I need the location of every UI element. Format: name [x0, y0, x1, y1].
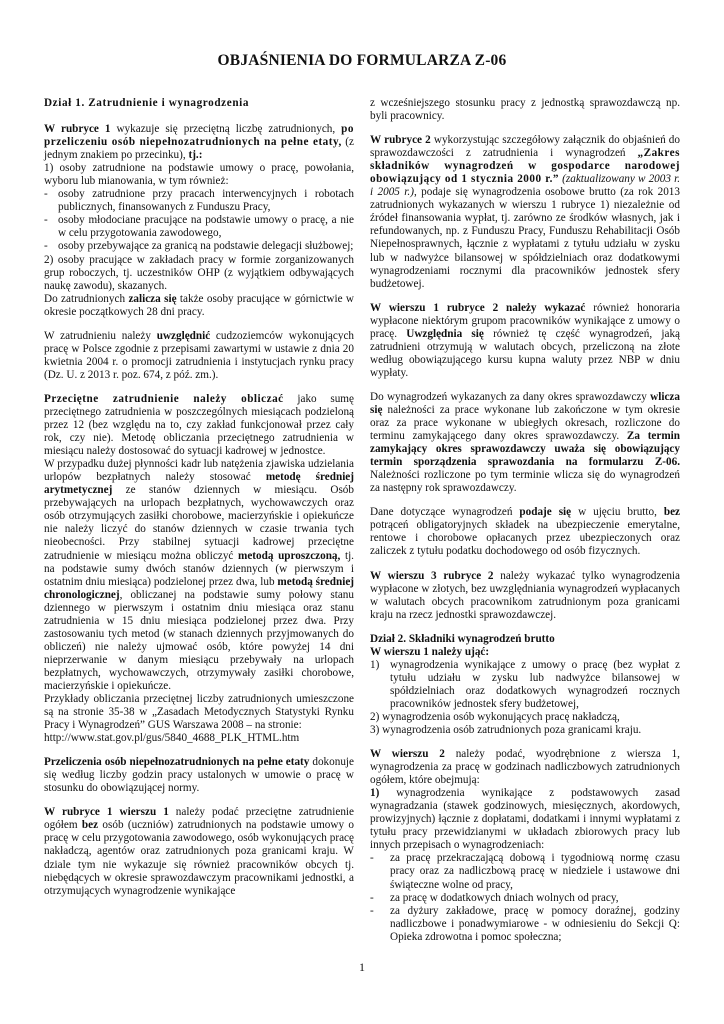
text: należy podać przeciętne zatrudnienie ogółem [44, 806, 355, 832]
text: 1) osoby zatrudnione na podstawie umowy o pracę, powołania, wyboru lub mianowania, w tym również: [44, 162, 354, 188]
text: również honoraria wypłacone niektórym grupom pracowników wynikające z umowy o pracę. [370, 301, 680, 340]
text: wynagrodzenia wynikające z podstawowych zasad wynagradzania (stawek godzinowych, miesięcznych, akordowych, prowizyjnych) łącznie z dopłatami, dodatkami i innymi wypłatami z tytułu pracy przewidzianymi w układach zbiorowych pracy lub innych przepisach o wynagrodzeniach: [370, 787, 680, 852]
text: dokonuje się według liczby godzin pracy ustalonych w umowie o pracę w stosunku do obowiązującej normy. [44, 756, 354, 795]
left-column [44, 97, 354, 909]
bold-text: Dział 2. Składniki wynagrodzeń brutto [370, 632, 555, 645]
paragraph-rubryka-1-wiersz-1 [44, 806, 354, 897]
text: osób (uczniów) zatrudnionych na podstawie umowy o pracę w celu przygotowania zawodowego, osób wykonujących pracę nakładczą, agentów oraz zatrudnionych poza granicami kraju. W dziale tym nie wykazuje się również pracowników obcych tj. niebędących w okresie sprawozdawczym pracownikami jednostki, a otrzymujących wynagrodzenie wynikające [44, 819, 354, 897]
text: Dane dotyczące wynagrodzeń [370, 506, 520, 519]
list-item-text: osoby zatrudnione przy pracach interwencyjnych i robotach publicznych, finansowanych z Funduszu Pracy, [58, 188, 354, 214]
url-text: http://www.stat.gov.pl/gus/5840_4688_PLK_HTML.htm [44, 732, 300, 745]
bold-text: podaje się [519, 506, 572, 519]
bold-text: Przeciętne zatrudnienie należy obliczać [44, 392, 284, 405]
text: ze stanów dziennych w miesiącu. Osób przebywających na urlopach bezpłatnych, wychowawczych oraz osób otrzymujących zasiłki chorobowe, macierzyńskie i opiekuńcze nie należy liczyć do stanów dziennych w czasie trwania tych nieobecności. Przy stabilnej sytuacji kadrowej przeciętne zatrudnienie w miesiącu można obliczyć [44, 484, 354, 562]
list-item-text: wynagrodzenia osób wykonujących pracę nakładczą, [382, 710, 620, 723]
list-item-text: za dyżury zakładowe, pracę w pomocy doraźnej, godziny nadliczbowe i ponadwymiarowe - w odniesieniu do Sekcji Q: Opieka zdrowotna i pomoc społeczna; [390, 904, 680, 943]
text: 2) osoby pracujące w zakładach pracy w formie zorganizowanych grup roboczych, tj. uczestników OHP (z wyjątkiem odbywających naukę zawodu), skazanych. [44, 253, 354, 292]
bold-text: „Zakres składników wynagrodzeń w gospodarce narodowej obowiązujący od 1 stycznia 2000 r.” [370, 147, 680, 186]
bold-text: W rubryce 2 [370, 134, 431, 147]
text: należności za prace wykonane lub zakończone w tym okresie oraz za prace wykonane w ubiegłych okresach, rozliczone do terminu zamykającego dany okres sprawozdawczy. [370, 403, 680, 443]
bold-text: zalicza się [128, 292, 177, 305]
paragraph-przeliczenia [44, 756, 354, 795]
text: Do wynagrodzeń wykazanych za dany okres sprawozdawczy [370, 390, 651, 403]
paragraph-rubryka-2 [370, 134, 680, 291]
bold-text: Uwzględnia się [406, 327, 484, 340]
text: Do zatrudnionych [44, 292, 129, 305]
list-marker: 1) [370, 658, 380, 671]
text: Przykłady obliczania przeciętnej liczby zatrudnionych umieszczone są na stronie 35-38 w „Zasadach Metodycznych Statystyki Rynku Pracy i Wynagrodzeń” GUS Warszawa 2008 – na stronie: [44, 693, 354, 732]
paragraph-brutto [370, 506, 680, 558]
list-item-text: wynagrodzenia osób zatrudnionych poza granicami kraju. [382, 724, 642, 737]
text: należy wykazać tylko wynagrodzenia wypłacone w złotych, bez uwzględniania wynagrodzeń wypłacanych w walutach obcych pracownikom zatrudnionym poza granicami kraju na rzecz jednostki sprawozdawczej. [370, 569, 680, 621]
list-item-text: osoby młodociane pracujące na podstawie umowy o pracę, a nie w celu przygotowania zawodowego, [58, 214, 354, 240]
page-title: OBJAŚNIENIA DO FORMULARZA Z-06 [217, 52, 507, 69]
salary-components-list [370, 659, 680, 737]
paragraph-wiersz-2 [370, 748, 680, 852]
paragraph-rubryka-1 [44, 123, 354, 188]
paragraph-cudzoziemcy [44, 330, 354, 382]
list-item-text: osoby przebywające za granicą na podstawie delegacji służbowej; [58, 240, 354, 253]
list-item: - za pracę w dodatkowych dniach wolnych od pracy, [370, 891, 619, 904]
bold-text: metodą średniej chronologicznej [44, 575, 355, 601]
list-marker: 2) [370, 710, 380, 723]
bold-text: metodę średniej arytmetycznej [44, 471, 354, 497]
text: (z jednym znakiem po przecinku), [44, 136, 354, 162]
list-item: - osoby przebywające za granicą na podstawie delegacji służbowej; [44, 240, 354, 253]
bold-text: bez [663, 506, 680, 519]
text: wykazuje się przeciętną liczbę zatrudnionych, [110, 123, 342, 136]
bold-text: W rubryce 1 wierszu 1 [44, 806, 169, 819]
bold-text: W wierszu 3 rubryce 2 [370, 569, 494, 582]
bold-text: W wierszu 1 należy ująć: [370, 645, 490, 658]
list-item: - osoby zatrudnione przy pracach interwencyjnych i robotach publicznych, finansowanych z Funduszu Pracy, [44, 188, 354, 214]
overtime-list [370, 852, 680, 943]
bold-text: uwzględnić [156, 329, 211, 342]
paragraph-wiersz-3-rubryka-2 [370, 570, 680, 622]
text: , podaje się wynagrodzenia osobowe brutto (za rok 2013 zatrudnionych wykazanych w wierszu 1 rubryce 1) niezależnie od źródeł finansowania wypłat, tj. zarówno ze środków własnych, jak i refundowanych, np. z Funduszu Pracy, Funduszu Rehabilitacji Osób Niepełnosprawnych, łącznie z wypłatami z tytułu udziału w zysku lub w nadwyżce bilansowej w spółdzielniach oraz dodatkowymi wynagrodzeniami rocznymi dla pracowników jednostek sfery budżetowej. [370, 186, 680, 290]
bold-text: 1) [370, 787, 380, 800]
text: W zatrudnieniu należy [44, 329, 157, 342]
text: należy podać, wyodrębnione z wiersza 1, wynagrodzenia za pracę w godzinach nadliczbowych zatrudnionych ogółem, które obejmują: [370, 748, 680, 787]
list-item [370, 724, 680, 737]
paragraph-wiersz-1-rubryka-2 [370, 302, 680, 380]
paragraph-okres-sprawozdawczy [370, 391, 680, 495]
text: W przypadku dużej płynności kadr lub natężenia zjawiska udzielania urlopów bezpłatnych należy stosować [44, 458, 354, 484]
page-number: 1 [359, 960, 365, 974]
list-item [370, 659, 680, 711]
bold-text: Przeliczenia osób niepełnozatrudnionych na pełne etaty [44, 756, 310, 769]
list-item: - za dyżury zakładowe, pracę w pomocy doraźnej, godziny nadliczbowe i ponadwymiarowe - w odniesieniu do Sekcji Q: Opieka zdrowotna i pomoc społeczna; [370, 904, 680, 943]
bold-text: po przeliczeniu osób niepełnozatrudnionych na pełne etaty, [44, 123, 354, 149]
text: tj. na podstawie sumy dwóch stanów dziennych (w pierwszym i ostatnim dniu miesiąca) podzielonej przez dwa, lub [44, 549, 354, 588]
list-item [370, 711, 680, 724]
list-marker: 3) [370, 724, 380, 737]
employee-types-list [44, 188, 354, 253]
text: jako sumę przeciętnego zatrudnienia w poszczególnych miesiącach podzieloną przez 12 (bez względu na to, czy zakład funkcjonował przez cały rok, czy nie). Metodę obliczania przeciętnego zatrudnienia w miesiącu należy dostosować do sytuacji kadrowej w jednostce. [44, 392, 354, 458]
list-item-text: za pracę w dodatkowych dniach wolnych od pracy, [390, 891, 619, 904]
section-heading-dzial-2 [370, 633, 680, 659]
text: również tę część wynagrodzeń, jaką zatrudnieni otrzymują w walutach obcych, przeliczoną na złote według obowiązującego kursu kupna waluty przez NBP w dniu wypłaty. [370, 327, 680, 379]
bold-text: W wierszu 1 rubryce 2 należy wykazać [370, 301, 586, 314]
list-item: - osoby młodociane pracujące na podstawie umowy o pracę, a nie w celu przygotowania zawodowego, [44, 214, 354, 240]
text: wykorzystując szczegółowy załącznik do objaśnień do sprawozdawczości z zatrudnienia i wynagrodzeń [370, 134, 680, 160]
paragraph-grupy-robocze [44, 254, 354, 319]
list-item-text: za pracę przekraczającą dobową i tygodniową normę czasu pracy oraz za nadliczbową pracę w niedziele i ustawowe dni świąteczne wolne od pracy, [390, 852, 680, 891]
bold-text: W wierszu 2 [370, 748, 445, 761]
bold-text: wlicza się [370, 390, 680, 416]
text: w ujęciu brutto, [571, 506, 664, 519]
bold-text: metodą uproszczoną, [238, 549, 341, 562]
list-item-text: wynagrodzenia wynikające z umowy o pracę (bez wypłat z tytułu udziału w zysku lub nadwyżce bilansowej w spółdzielniach oraz dodatkowych wynagrodzeń rocznych pracowników jednostek sfery budżetowej, [390, 658, 680, 710]
text: cudzoziemców wykonujących pracę w Polsce zgodnie z przepisami zawartymi w ustawie z dnia 20 kwietnia 2004 r. o promocji zatrudnienia i instytucjach rynku pracy (Dz. U. z 2013 r. poz. 674, z póź. zm.). [44, 329, 354, 381]
text: Należności rozliczone po tym terminie wlicza się do wynagrodzeń za następny rok sprawozdawczy. [370, 469, 680, 495]
bold-text: bez [81, 819, 99, 832]
text: także osoby pracujące w górnictwie w okresie początkowych 28 dni pracy. [44, 292, 354, 318]
bold-text: W rubryce 1 [44, 123, 111, 136]
bold-text: tj.: [188, 149, 203, 162]
italic-text: (zaktualizowany w 2003 r. i 2005 r.) [370, 173, 680, 199]
paragraph-continuation: z wcześniejszego stosunku pracy z jednostką sprawozdawczą np. byli pracownicy. [370, 97, 680, 123]
right-column [370, 97, 680, 944]
list-item: - za pracę przekraczającą dobową i tygodniową normę czasu pracy oraz za nadliczbową pracę w niedziele i ustawowe dni świąteczne wolne od pracy, [370, 852, 680, 891]
paragraph-przecietne-zatrudnienie [44, 393, 354, 745]
text: potrąceń obligatoryjnych składek na ubezpieczenie emerytalne, rentowe i chorobowe opłacanych przez ubezpieczonych oraz zaliczek z tytułu podatku dochodowego od osób fizycznych. [370, 519, 680, 558]
bold-text: Za termin zamykający okres sprawozdawczy uważa się obowiązujący termin sporządzenia sprawozdania na formularzu Z-06. [370, 430, 680, 469]
section-heading-dzial-1: Dział 1. Zatrudnienie i wynagrodzenia [44, 97, 250, 109]
text: , obliczanej na podstawie sumy połowy stanu dziennego w pierwszym i ostatnim dniu miesiąca oraz stanu zatrudnienia w 15 dniu miesiąca podzielonej przez dwa. Przy zastosowaniu tych metod (w stanach dziennych przyjmowanych do obliczeń) nie należy ujmować osób, które powyżej 14 dni nieprzerwanie w danym miesiącu przebywały na urlopach bezpłatnych, wychowawczych, otrzymywały zasiłki chorobowe, macierzyńskie i opiekuńcze. [44, 588, 354, 692]
